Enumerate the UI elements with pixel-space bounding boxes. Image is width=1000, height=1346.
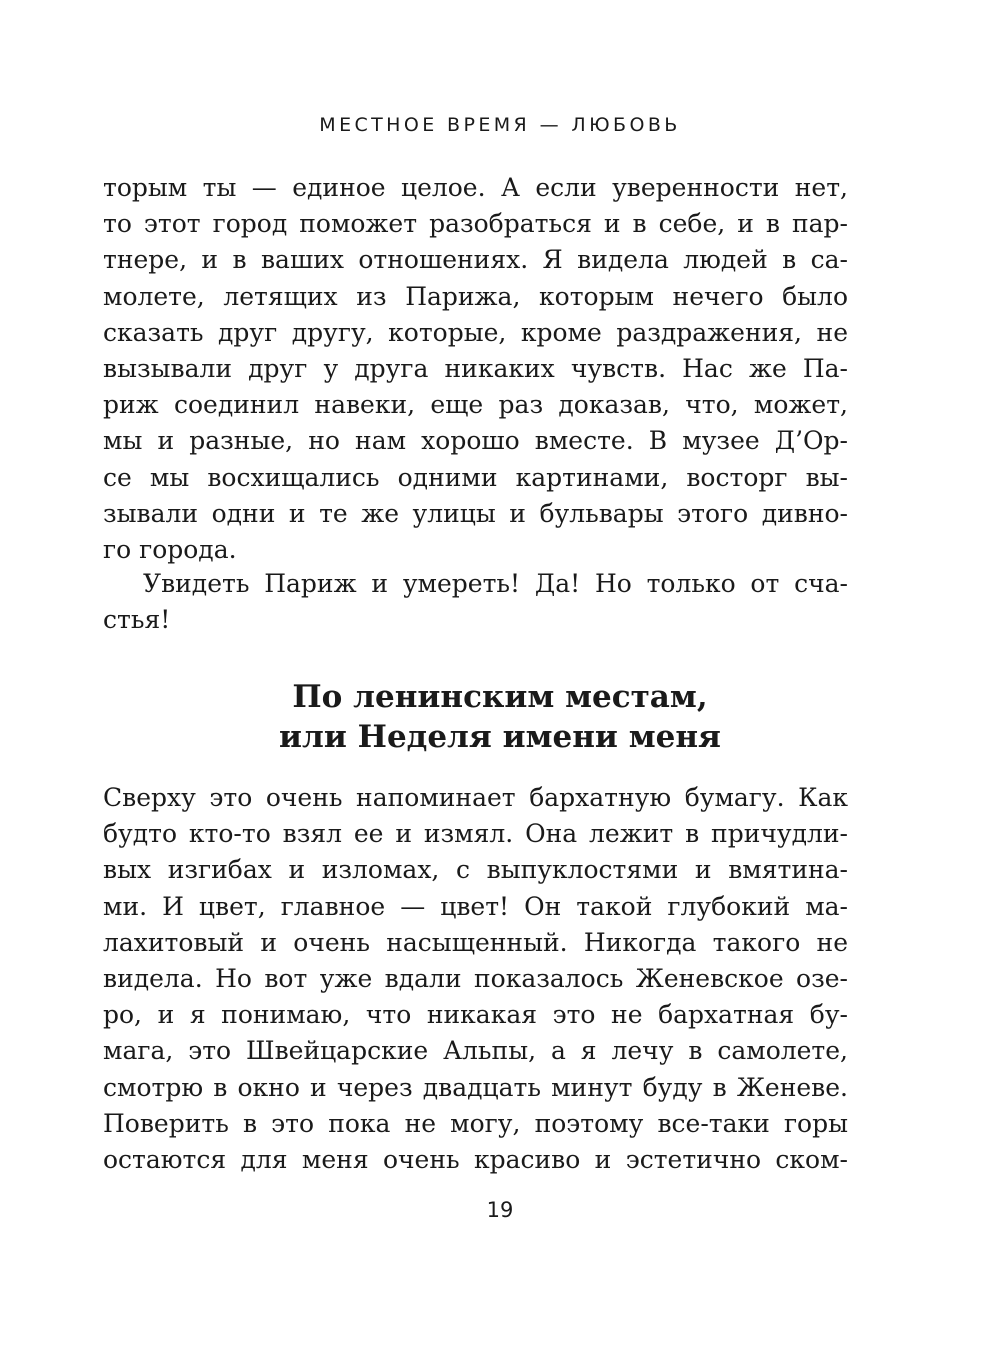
heading-line: По ленинским местам, <box>292 679 708 715</box>
text-line: смотрю в окно и через двадцать минут буду в Женеве. <box>103 1072 848 1102</box>
text-line: го города. <box>103 535 237 565</box>
text-line: ро, и я понимаю, что никакая это не бархатная бу- <box>103 1000 848 1030</box>
text-line: вых изгибах и изломах, с выпуклостями и вмятина- <box>103 855 848 885</box>
text-line: лахитовый и очень насыщенный. Никогда такого не <box>103 927 848 957</box>
text-line: ми. И цвет, главное — цвет! Он такой глубокий ма- <box>103 891 848 921</box>
running-head: МЕСТНОЕ ВРЕМЯ — ЛЮБОВЬ <box>319 114 681 136</box>
text-line: тнере, и в ваших отношениях. Я видела людей в са- <box>103 245 848 275</box>
text-line: Сверху это очень напоминает бархатную бумагу. Как <box>103 783 848 812</box>
section-heading <box>0 677 1000 757</box>
text-line: риж соединил навеки, еще раз доказав, что, может, <box>103 390 848 420</box>
text-line: се мы восхищались одними картинами, восторг вы- <box>103 462 848 492</box>
text-line: сказать друг другу, которые, кроме раздражения, не <box>103 317 848 347</box>
text-line: вызывали друг у друга никаких чувств. Нас же Па- <box>103 354 848 384</box>
page-number: 19 <box>486 1198 514 1222</box>
paragraph-1 <box>103 170 848 568</box>
text-line: молете, летящих из Парижа, которым нечего было <box>103 281 848 311</box>
text-line: будто кто-то взял ее и измял. Она лежит в причудли- <box>103 819 848 849</box>
paragraph-3 <box>103 780 848 1178</box>
text-line: торым ты — единое целое. А если уверенности нет, <box>103 173 848 202</box>
text-line: Поверить в это пока не могу, поэтому все-таки горы <box>103 1108 848 1138</box>
text-line: зывали одни и те же улицы и бульвары этого дивно- <box>103 498 848 528</box>
text-line: мы и разные, но нам хорошо вместе. В музее Д’Ор- <box>103 426 848 456</box>
paragraph-2 <box>103 566 848 638</box>
heading-line: или Неделя имени меня <box>279 719 721 755</box>
text-line: стья! <box>103 605 171 635</box>
text-line: видела. Но вот уже вдали показалось Женевское озе- <box>103 964 848 994</box>
text-line: Увидеть Париж и умереть! Да! Но только от сча- <box>143 569 848 598</box>
text-line: то этот город поможет разобраться и в себе, и в пар- <box>103 209 848 239</box>
text-line: остаются для меня очень красиво и эстетично ском- <box>103 1145 848 1175</box>
text-line: мага, это Швейцарские Альпы, а я лечу в самолете, <box>103 1036 848 1066</box>
